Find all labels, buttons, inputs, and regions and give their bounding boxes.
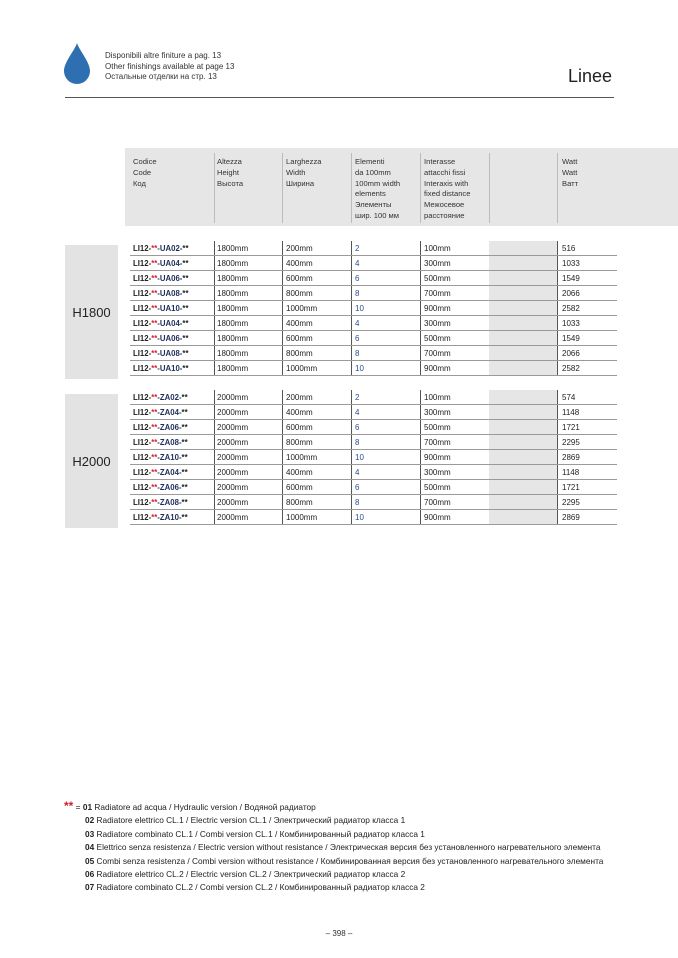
table-row xyxy=(130,480,617,495)
cell-watt: 1033 xyxy=(562,259,580,268)
cell-elements: 2 xyxy=(355,244,360,253)
cell-watt: 2869 xyxy=(562,453,580,462)
table-row xyxy=(130,331,617,346)
product-code xyxy=(133,393,188,402)
finishes-note xyxy=(105,51,234,83)
legend-text: Combi senza resistenza / Combi version without resistance / Комбинированная версия без установленного нагревательного элемента xyxy=(96,855,604,866)
cell-watt: 2582 xyxy=(562,304,580,313)
water-drop-icon xyxy=(62,42,92,84)
cell-elements: 6 xyxy=(355,334,360,343)
legend-text: Radiatore combinato CL.1 / Combi version CL.1 / Комбинированный радиатор класса 1 xyxy=(96,828,425,839)
code-prefix: LI12- xyxy=(133,453,152,462)
cell-width: 400mm xyxy=(286,259,313,268)
cell-elements: 4 xyxy=(355,408,360,417)
code-model: -UA06- xyxy=(157,334,183,343)
cell-interaxis: 500mm xyxy=(424,423,451,432)
product-code xyxy=(133,304,189,313)
cell-height: 2000mm xyxy=(217,453,249,462)
cell-width: 600mm xyxy=(286,274,313,283)
code-model: -UA08- xyxy=(157,289,183,298)
table-row xyxy=(130,465,617,480)
legend-equals: = xyxy=(75,802,81,812)
cell-elements: 8 xyxy=(355,349,360,358)
code-suffix: ** xyxy=(182,304,189,313)
cell-width: 800mm xyxy=(286,438,313,447)
cell-watt: 1721 xyxy=(562,423,580,432)
product-code xyxy=(133,319,189,328)
cell-interaxis: 900mm xyxy=(424,453,451,462)
product-code xyxy=(133,438,188,447)
cell-height: 1800mm xyxy=(217,349,249,358)
code-stars: ** xyxy=(151,244,158,253)
legend-code: 03 xyxy=(85,828,95,839)
product-code xyxy=(133,483,188,492)
cell-height: 2000mm xyxy=(217,393,249,402)
cell-height: 2000mm xyxy=(217,438,249,447)
cell-height: 2000mm xyxy=(217,498,249,507)
code-prefix: LI12- xyxy=(133,393,152,402)
code-suffix: ** xyxy=(182,244,189,253)
table-row xyxy=(130,241,617,256)
cell-interaxis: 900mm xyxy=(424,364,451,373)
table-row xyxy=(130,495,617,510)
product-code xyxy=(133,334,189,343)
code-model: -ZA08- xyxy=(157,498,182,507)
code-model: -ZA04- xyxy=(157,468,182,477)
product-code xyxy=(133,453,188,462)
table-row xyxy=(130,361,617,376)
code-model: -ZA02- xyxy=(157,393,182,402)
cell-interaxis: 300mm xyxy=(424,319,451,328)
code-prefix: LI12- xyxy=(133,244,152,253)
product-code xyxy=(133,274,189,283)
code-stars: ** xyxy=(151,483,158,492)
code-suffix: ** xyxy=(181,483,188,492)
page-number: – 398 – xyxy=(325,929,353,938)
product-code xyxy=(133,408,188,417)
code-suffix: ** xyxy=(182,274,189,283)
cell-watt: 2582 xyxy=(562,364,580,373)
code-prefix: LI12- xyxy=(133,468,152,477)
code-model: -UA10- xyxy=(157,364,183,373)
cell-interaxis: 700mm xyxy=(424,498,451,507)
cell-elements: 8 xyxy=(355,498,360,507)
product-code xyxy=(133,349,189,358)
code-prefix: LI12- xyxy=(133,438,152,447)
cell-elements: 4 xyxy=(355,319,360,328)
code-model: -UA04- xyxy=(157,259,183,268)
code-suffix: ** xyxy=(181,408,188,417)
cell-interaxis: 500mm xyxy=(424,334,451,343)
code-stars: ** xyxy=(151,393,158,402)
code-suffix: ** xyxy=(181,513,188,522)
table-row xyxy=(130,316,617,331)
table-row xyxy=(130,271,617,286)
cell-width: 600mm xyxy=(286,483,313,492)
code-stars: ** xyxy=(151,274,158,283)
cell-watt: 2295 xyxy=(562,498,580,507)
cell-width: 200mm xyxy=(286,393,313,402)
header-elements: Elementi da 100mm 100mm width elements Элементы шир. 100 мм xyxy=(355,157,401,220)
code-suffix: ** xyxy=(181,423,188,432)
legend-stars: ** xyxy=(64,799,74,813)
cell-height: 1800mm xyxy=(217,319,249,328)
legend-text: Radiatore ad acqua / Hydraulic version / Водяной радиатор xyxy=(94,802,316,812)
legend-code: 04 xyxy=(85,842,95,853)
group-label: H1800 xyxy=(65,245,118,379)
cell-elements: 6 xyxy=(355,483,360,492)
code-model: -ZA08- xyxy=(157,438,182,447)
cell-elements: 2 xyxy=(355,393,360,402)
code-model: -UA10- xyxy=(157,304,183,313)
legend-item xyxy=(64,855,603,868)
cell-width: 800mm xyxy=(286,289,313,298)
table-row xyxy=(130,256,617,271)
code-stars: ** xyxy=(151,259,158,268)
legend-item xyxy=(64,800,603,814)
legend-code: 05 xyxy=(85,855,95,866)
code-prefix: LI12- xyxy=(133,483,152,492)
cell-watt: 2066 xyxy=(562,289,580,298)
header-width: Larghezza Width Ширина xyxy=(286,157,322,188)
cell-height: 2000mm xyxy=(217,408,249,417)
product-code xyxy=(133,364,189,373)
product-code xyxy=(133,468,188,477)
cell-interaxis: 300mm xyxy=(424,468,451,477)
legend-item xyxy=(64,828,603,841)
code-suffix: ** xyxy=(181,468,188,477)
cell-elements: 6 xyxy=(355,274,360,283)
legend-item xyxy=(64,841,603,854)
code-stars: ** xyxy=(151,408,158,417)
code-stars: ** xyxy=(151,289,158,298)
cell-elements: 4 xyxy=(355,259,360,268)
header-interaxis: Interasse attacchi fissi Interaxis with fixed distance Межосевое расстояние xyxy=(424,157,471,220)
cell-interaxis: 300mm xyxy=(424,259,451,268)
cell-elements: 10 xyxy=(355,513,364,522)
finishes-note-en: Other finishings available at page 13 xyxy=(105,61,235,71)
table-header xyxy=(125,148,678,226)
legend-text: Radiatore elettrico CL.1 / Electric version CL.1 / Электрический радиатор класса 1 xyxy=(96,815,406,826)
code-stars: ** xyxy=(151,423,158,432)
table-row xyxy=(130,301,617,316)
cell-watt: 2066 xyxy=(562,349,580,358)
code-prefix: LI12- xyxy=(133,289,152,298)
cell-watt: 2295 xyxy=(562,438,580,447)
cell-height: 1800mm xyxy=(217,244,249,253)
cell-height: 2000mm xyxy=(217,468,249,477)
finishes-note-ru: Остальные отделки на стр. 13 xyxy=(105,72,217,81)
cell-watt: 1148 xyxy=(562,408,580,417)
code-stars: ** xyxy=(151,319,158,328)
code-model: -UA06- xyxy=(157,274,183,283)
cell-interaxis: 700mm xyxy=(424,289,451,298)
cell-watt: 1721 xyxy=(562,483,580,492)
code-prefix: LI12- xyxy=(133,319,152,328)
cell-width: 1000mm xyxy=(286,364,318,373)
cell-height: 2000mm xyxy=(217,423,249,432)
cell-elements: 8 xyxy=(355,289,360,298)
code-stars: ** xyxy=(151,453,158,462)
code-stars: ** xyxy=(151,364,158,373)
cell-width: 1000mm xyxy=(286,453,318,462)
legend-item xyxy=(64,868,603,881)
cell-watt: 2869 xyxy=(562,513,580,522)
cell-height: 1800mm xyxy=(217,274,249,283)
cell-width: 600mm xyxy=(286,423,313,432)
cell-interaxis: 900mm xyxy=(424,304,451,313)
code-stars: ** xyxy=(151,498,158,507)
table-row xyxy=(130,286,617,301)
code-suffix: ** xyxy=(181,498,188,507)
product-code xyxy=(133,289,189,298)
code-stars: ** xyxy=(151,304,158,313)
cell-width: 1000mm xyxy=(286,513,318,522)
header-separator xyxy=(420,153,421,223)
header-code: Codice Code Код xyxy=(133,157,157,188)
table-row xyxy=(130,346,617,361)
cell-watt: 1549 xyxy=(562,334,580,343)
version-legend xyxy=(64,800,603,895)
cell-watt: 1549 xyxy=(562,274,580,283)
code-suffix: ** xyxy=(182,349,189,358)
cell-interaxis: 100mm xyxy=(424,393,451,402)
cell-elements: 6 xyxy=(355,423,360,432)
cell-width: 600mm xyxy=(286,334,313,343)
cell-interaxis: 900mm xyxy=(424,513,451,522)
table-row xyxy=(130,450,617,465)
code-stars: ** xyxy=(151,468,158,477)
product-code xyxy=(133,513,188,522)
code-model: -UA02- xyxy=(157,244,183,253)
cell-height: 1800mm xyxy=(217,289,249,298)
cell-watt: 574 xyxy=(562,393,576,402)
code-suffix: ** xyxy=(181,453,188,462)
code-suffix: ** xyxy=(181,393,188,402)
legend-text: Radiatore elettrico CL.2 / Electric version CL.2 / Электрический радиатор класса 2 xyxy=(96,869,406,880)
code-prefix: LI12- xyxy=(133,423,152,432)
code-suffix: ** xyxy=(182,364,189,373)
cell-interaxis: 500mm xyxy=(424,483,451,492)
code-prefix: LI12- xyxy=(133,364,152,373)
cell-width: 1000mm xyxy=(286,304,318,313)
code-stars: ** xyxy=(151,349,158,358)
legend-text: Radiatore combinato CL.2 / Combi version CL.2 / Комбинированный радиатор класса 2 xyxy=(96,882,425,893)
cell-height: 2000mm xyxy=(217,513,249,522)
code-suffix: ** xyxy=(182,319,189,328)
code-prefix: LI12- xyxy=(133,304,152,313)
table-row xyxy=(130,435,617,450)
header-height: Altezza Height Высота xyxy=(217,157,244,188)
product-code xyxy=(133,259,189,268)
code-model: -ZA06- xyxy=(157,483,182,492)
section-title: Linee xyxy=(567,66,612,86)
cell-elements: 10 xyxy=(355,304,364,313)
code-suffix: ** xyxy=(182,334,189,343)
code-stars: ** xyxy=(151,438,158,447)
cell-interaxis: 100mm xyxy=(424,244,451,253)
cell-interaxis: 300mm xyxy=(424,408,451,417)
cell-interaxis: 500mm xyxy=(424,274,451,283)
code-prefix: LI12- xyxy=(133,274,152,283)
legend-code: 07 xyxy=(85,882,95,893)
cell-height: 2000mm xyxy=(217,483,249,492)
cell-height: 1800mm xyxy=(217,334,249,343)
cell-width: 800mm xyxy=(286,349,313,358)
group-label: H2000 xyxy=(65,394,118,528)
code-stars: ** xyxy=(151,334,158,343)
code-model: -UA08- xyxy=(157,349,183,358)
cell-width: 200mm xyxy=(286,244,313,253)
product-code xyxy=(133,244,189,253)
header-watt: Watt Watt Ватт xyxy=(562,157,579,188)
code-model: -ZA04- xyxy=(157,408,182,417)
code-prefix: LI12- xyxy=(133,498,152,507)
code-model: -ZA06- xyxy=(157,423,182,432)
product-code xyxy=(133,423,188,432)
cell-width: 400mm xyxy=(286,319,313,328)
product-code xyxy=(133,498,188,507)
cell-interaxis: 700mm xyxy=(424,438,451,447)
code-prefix: LI12- xyxy=(133,334,152,343)
cell-watt: 516 xyxy=(562,244,576,253)
code-prefix: LI12- xyxy=(133,349,152,358)
legend-text: Elettrico senza resistenza / Electric version without resistance / Электрическая версия без установленного нагревательного элемента xyxy=(96,842,601,853)
cell-height: 1800mm xyxy=(217,304,249,313)
code-suffix: ** xyxy=(182,259,189,268)
legend-code: 01 xyxy=(82,802,93,812)
legend-item xyxy=(64,881,603,894)
cell-height: 1800mm xyxy=(217,364,249,373)
table-row xyxy=(130,510,617,525)
table-row xyxy=(130,405,617,420)
legend-code: 06 xyxy=(85,869,95,880)
cell-watt: 1033 xyxy=(562,319,580,328)
cell-width: 400mm xyxy=(286,408,313,417)
code-model: -UA04- xyxy=(157,319,183,328)
header-divider xyxy=(65,97,614,98)
table-row xyxy=(130,420,617,435)
code-prefix: LI12- xyxy=(133,259,152,268)
code-prefix: LI12- xyxy=(133,408,152,417)
header-separator xyxy=(282,153,283,223)
cell-width: 400mm xyxy=(286,468,313,477)
header-separator xyxy=(214,153,215,223)
code-stars: ** xyxy=(151,513,158,522)
legend-item xyxy=(64,814,603,827)
finishes-note-it: Disponibili altre finiture a pag. 13 xyxy=(105,51,222,60)
cell-interaxis: 700mm xyxy=(424,349,451,358)
header-separator xyxy=(557,153,558,223)
code-model: -ZA10- xyxy=(157,453,182,462)
cell-height: 1800mm xyxy=(217,259,249,268)
cell-watt: 1148 xyxy=(562,468,580,477)
cell-elements: 10 xyxy=(355,453,364,462)
legend-code: 02 xyxy=(85,815,95,826)
table-row xyxy=(130,390,617,405)
cell-width: 800mm xyxy=(286,498,313,507)
code-prefix: LI12- xyxy=(133,513,152,522)
code-model: -ZA10- xyxy=(157,513,182,522)
cell-elements: 10 xyxy=(355,364,364,373)
code-suffix: ** xyxy=(182,289,189,298)
cell-elements: 4 xyxy=(355,468,360,477)
header-separator xyxy=(351,153,352,223)
code-suffix: ** xyxy=(181,438,188,447)
cell-elements: 8 xyxy=(355,438,360,447)
header-separator xyxy=(489,153,490,223)
